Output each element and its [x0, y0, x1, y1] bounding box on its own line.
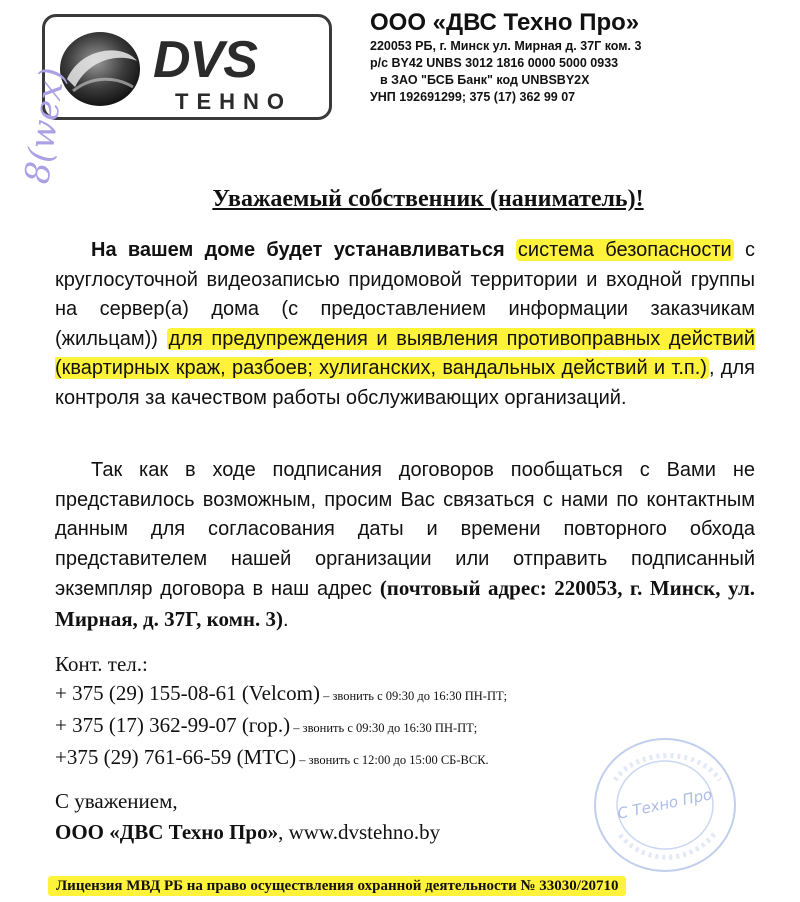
contacts-block [55, 650, 507, 775]
contact-phone: + 375 (17) 362-99-07 (гор.) [55, 713, 291, 737]
paragraph-2 [55, 456, 755, 636]
p1-text-end: , для контроля за качеством работы обслуживающих организаций. [55, 357, 755, 409]
contacts-label: Конт. тел.: [55, 652, 148, 676]
letter-heading: Уважаемый собственник (наниматель)! [212, 186, 644, 212]
signature-line [55, 817, 440, 848]
contact-hours: – звонить с 12:00 до 15:00 СБ-ВСК. [296, 753, 489, 767]
contact-line [55, 679, 507, 711]
contact-phone: + 375 (29) 155-08-61 (Velcom) [55, 681, 320, 705]
logo-brand-text: DVS [153, 31, 257, 89]
logo-sub-text: TEHNO [175, 89, 292, 114]
company-header [370, 8, 790, 106]
contact-hours: – звонить с 09:30 до 16:30 ПН-ПТ; [290, 721, 478, 735]
handwritten-note [0, 0, 220, 200]
p1-highlight-purpose: для предупреждения и выявления противоправных действий (квартирных краж, разбоев; хулиганских, вандальных действий и т.п.) [55, 327, 756, 380]
contact-line [55, 711, 507, 743]
license-line: Лицензия МВД РБ на право осуществления охранной деятельности № 33030/20710 [48, 876, 626, 896]
contact-line [55, 743, 507, 775]
p2-end: . [283, 608, 289, 631]
p2-postal-address: (почтовый адрес: 220053, г. Минск, ул. Мирная, д. 37Г, комн. 3) [55, 576, 755, 631]
company-bank: в ЗАО "БСБ Банк" код UNBSBY2X [380, 73, 590, 87]
signature-company: ООО «ДВС Техно Про» [55, 820, 279, 844]
company-address: 220053 РБ, г. Минск ул. Мирная д. 37Г ком. 3 [370, 39, 642, 53]
signature-regards: С уважением, [55, 789, 178, 813]
company-name: ООО «ДВС Техно Про» [370, 9, 640, 36]
handwritten-note-text: 8(wex) [17, 65, 74, 187]
p2-text: Так как в ходе подписания договоров пообщаться с Вами не представилось возможным, просим Вас связаться с нами по контактным данным для согласования даты и времени повторного обхода представителем нашей организации или отправить подписанный экземпляр договора в наш адрес [55, 459, 755, 601]
p1-highlight-system: система безопасности [517, 239, 732, 261]
signature-site: , www.dvstehno.by [278, 820, 441, 844]
paragraph-1 [55, 236, 755, 414]
contact-hours: – звонить с 09:30 до 16:30 ПН-ПТ; [319, 689, 508, 703]
p1-bold-intro: На вашем доме будет устанавливаться [91, 239, 505, 261]
signature-block [55, 786, 440, 848]
company-unp: УНП 192691299; 375 (17) 362 99 07 [370, 90, 576, 104]
company-stamp [585, 725, 755, 885]
company-account: р/с BY42 UNBS 3012 1816 0000 5000 0933 [370, 56, 619, 70]
p1-text: с круглосуточной видеозаписью придомовой территории и входной группы на сервер(а) дома (с предоставлением информации заказчикам (жильцам)) [55, 239, 755, 350]
stamp-text: С Техно Про [615, 785, 714, 823]
contact-phone: +375 (29) 761-66-59 (МТС) [55, 745, 297, 769]
